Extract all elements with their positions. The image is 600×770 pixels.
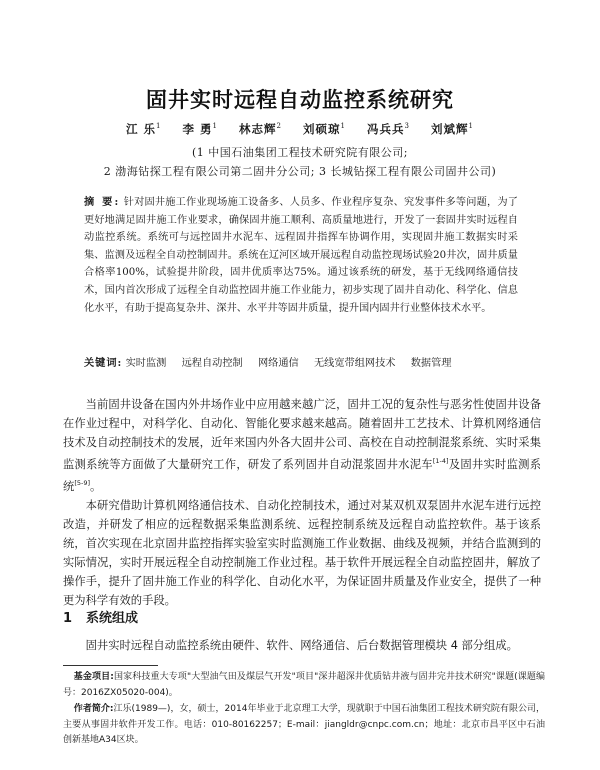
keyword: 无线宽带组网技术 bbox=[313, 358, 396, 369]
intro-paragraph-2: 本研究借助计算机网络通信技术、自动化控制技术，通过对某双机双泵固井水泥车进行远控改造，并研发了相应的远程数据采集监测系统、远程控制系统及远程自动监控软件。基于该系统，首次实现在北京固井监控指挥实验室实时监测施工作业数据、曲线及视频，并结合监测到的实际情况，实时开展远程全自动控制施工作业过程。基于软件开展远程全自动监控固井，解放了操作手，提升了固井施工作业的科学化、自动化水平，为保证固井质量及作业安全，提供了一种更为科学有效的手段。 bbox=[63, 498, 541, 607]
footnotes bbox=[63, 670, 545, 750]
keyword: 远程自动控制 bbox=[181, 358, 243, 369]
affiliation-line-1: (1 中国石油集团工程技术研究院有限公司; bbox=[192, 146, 408, 159]
author: 冯兵兵$^3$ bbox=[367, 122, 410, 136]
author: 刘硕琼$^1$ bbox=[303, 122, 346, 136]
intro-paragraph-1: 当前固井设备在国内外井场作业中应用越来越广泛，固井工况的复杂性与恶劣性使固井设备在作业过程中，对科学化、自动化、智能化要求越来越高。随着固井工艺技术、计算机网络通信技术及自动控制技术的发展，近年来国内外各大固井公司、高校在自动控制混浆系统、实时采集监测系统等方面做了大量研究工作，研发了系列固井自动混浆固井水泥车[1-4]及固井实时监测系统[5-9]。 bbox=[63, 398, 541, 493]
author: 林志辉$^2$ bbox=[239, 122, 282, 136]
abstract bbox=[84, 194, 518, 317]
keyword: 网络通信 bbox=[257, 358, 299, 369]
author: 刘斌辉$^1$ bbox=[430, 122, 474, 136]
section-title: 系统组成 bbox=[86, 611, 139, 626]
section-number: 1 bbox=[63, 611, 73, 626]
author: 江 乐$^1$ bbox=[126, 122, 162, 136]
keywords bbox=[84, 354, 524, 369]
affiliation-line-2: 2 渤海钻探工程有限公司第二固井分公司; 3 长城钻探工程有限公司固井公司) bbox=[103, 165, 497, 178]
section-1-body bbox=[63, 636, 541, 655]
abstract-label: 摘 要: bbox=[84, 196, 121, 208]
keyword: 数据管理 bbox=[410, 358, 452, 369]
section-heading bbox=[63, 607, 138, 626]
footnote-rule bbox=[63, 665, 158, 666]
keyword: 实时监测 bbox=[125, 358, 167, 369]
keywords-label: 关键词: bbox=[84, 357, 123, 369]
fund-footnote: 基金项目:国家科技重大专项"大型油气田及煤层气开发"项目"深井超深井优质钻井液与固井完井技术研究"课题(课题编号：2016ZX05020-004)。 bbox=[63, 672, 545, 698]
paper-title: 固井实时远程自动监控系统研究 bbox=[146, 88, 454, 112]
section-1-paragraph: 固井实时远程自动监控系统由硬件、软件、网络通信、后台数据管理模块 4 部分组成。 bbox=[85, 639, 518, 652]
intro-section bbox=[63, 395, 541, 610]
author-footnote: 作者简介:江乐(1989—)，女，硕士，2014年毕业于北京理工大学，现就职于中国石油集团工程技术研究院有限公司，主要从事固井软件开发工作。电话：010-80162257；E-mail：jiangldr@cnpc.com.cn；地址：北京市昌平区中石油创新基地A34区块。 bbox=[63, 704, 545, 746]
author: 李 勇$^1$ bbox=[182, 122, 219, 136]
abstract-text: 针对固井施工作业现场施工设备多、人员多、作业程序复杂、究发事件多等问题，为了更好地满足固井施工作业要求，确保固井施工顺利、高质量地进行，开发了一套固井实时远程自动监控系统。系统可与远控固井水泥车、远程固井指挥车协调作用，实现固井施工数据实时采集、监测及远程全自动控制固井。系统在辽河区域开展远程自动监控现场试验20井次，固井质量合格率100%，试验提井阶段，固井优质率达75%。通过该系统的研发，基于无线网络通信技术，国内首次形成了远程全自动监控固井施工作业能力，初步实现了固井自动化、科学化、信息化水平，有助于提高复杂井、深井、水平井等固井质量，提升国内固井行业整体技术水平。 bbox=[84, 197, 518, 314]
author-list bbox=[0, 121, 600, 137]
